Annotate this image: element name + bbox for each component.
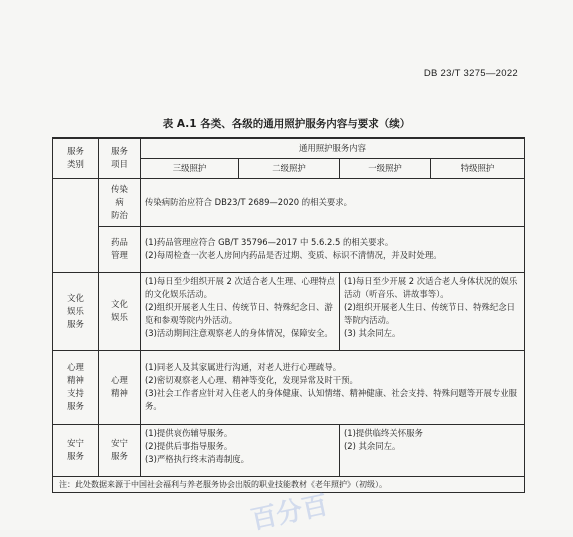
item-peace-cell (99, 424, 141, 476)
item-mental-line-1: 心理 (111, 375, 128, 385)
item-infection-line-2: 病 (115, 196, 124, 207)
category-culture-line-2: 娱乐 (67, 305, 84, 316)
drug-content-line-2: (2)每周检查一次老人房间内药品是否过期、变质、标识不清情况，并及时处理。 (145, 250, 442, 260)
header-category-cell (53, 138, 99, 178)
care-service-table (52, 137, 525, 493)
category-mental-cell (53, 350, 99, 424)
category-peace-cell (53, 424, 99, 476)
item-culture-cell (99, 272, 141, 350)
category-peace-line-1: 安宁 (67, 438, 84, 448)
culture-right-line-2: (2)组织开展老人生日、传统节日、特殊纪念日等院内活动。 (344, 301, 515, 325)
watermark: 百分百 (248, 490, 331, 536)
category-mental-line-3: 支持 (67, 388, 84, 398)
category-culture-line-1: 文化 (67, 292, 84, 303)
mental-content-line-2: (2)密切观察老人心理、精神等变化，发现异常及时干预。 (145, 375, 358, 385)
mental-content-line-1: (1)同老人及其家属进行沟通，对老人进行心理疏导。 (145, 362, 342, 372)
table-title: 表 A.1 各类、各级的通用照护服务内容与要求（续） (162, 118, 411, 130)
header-item-line-1: 服务 (111, 146, 128, 157)
infection-content-line: 传染病防治应符合 DB23/T 2689—2020 的相关要求。 (145, 196, 353, 207)
culture-left-line-3: (3)活动期间注意观察老人的身体情况，保障安全。 (145, 327, 333, 338)
peace-content-right (340, 424, 525, 476)
item-drug-cell (99, 226, 141, 272)
header-level-2: 二级照护 (239, 158, 340, 178)
item-infection-line-3: 防治 (111, 209, 128, 220)
category-cell-blank (53, 178, 99, 272)
peace-left-line-2: (2)提供后事指导服务。 (145, 440, 233, 451)
peace-right-line-2: (2) 其余同左。 (344, 440, 401, 451)
category-culture-line-3: 服务 (67, 318, 84, 329)
item-mental-line-2: 精神 (111, 388, 128, 398)
culture-content-right (340, 272, 525, 350)
category-mental-line-2: 精神 (67, 375, 84, 385)
item-mental-cell (99, 350, 141, 424)
culture-left-line-1: (1)每日至少组织开展 2 次适合老人生理、心理特点的文化娱乐活动。 (145, 275, 336, 299)
category-mental-line-4: 服务 (67, 401, 84, 411)
culture-right-line-3: (3) 其余同左。 (344, 327, 401, 338)
header-category-line-1: 服务 (67, 146, 84, 157)
header-level-1: 一级照护 (340, 158, 431, 178)
mental-content-line-3: (3)社会工作者应针对入住老人的身体健康、认知情绪、精神健康、社会支持、特殊问题等开展专业服务。 (145, 388, 517, 411)
category-mental-line-1: 心理 (67, 362, 84, 372)
header-level-3: 三级照护 (141, 158, 239, 178)
culture-right-line-1: (1)每日至少开展 2 次适合老人身体状况的娱乐活动（听音乐、讲故事等）。 (344, 275, 518, 299)
item-drug-line-2: 管理 (111, 250, 128, 260)
culture-content-left (141, 272, 340, 350)
item-infection-line-1: 传染 (111, 183, 128, 194)
peace-right-line-1: (1)提供临终关怀服务 (344, 427, 423, 438)
table-note: 注：此处数据来源于中国社会福利与养老服务协会出版的职业技能教材《老年照护》（初级）。 (53, 476, 525, 492)
category-culture-cell (53, 272, 99, 350)
drug-content-line-1: (1)药品管理应符合 GB/T 35796—2017 中 5.6.2.5 的相关要求。 (145, 237, 394, 247)
peace-content-left (141, 424, 340, 476)
standard-code: DB 23/T 3275—2022 (423, 68, 518, 79)
header-item-cell (99, 138, 141, 178)
infection-content-cell (141, 178, 525, 226)
item-culture-line-1: 文化 (111, 299, 128, 309)
culture-left-line-2: (2)组织开展老人生日、传统节日、特殊纪念日、游览和参观等院内外活动。 (145, 301, 333, 325)
header-general-content: 通用照护服务内容 (141, 138, 525, 158)
item-culture-line-2: 娱乐 (111, 312, 128, 322)
header-level-special: 特级照护 (431, 158, 525, 178)
item-drug-line-1: 药品 (111, 237, 128, 247)
item-peace-line-2: 服务 (111, 451, 128, 461)
item-infection-cell (99, 178, 141, 226)
header-category-line-2: 类别 (67, 159, 84, 170)
header-item-line-2: 项目 (111, 159, 128, 170)
mental-content-cell (141, 350, 525, 424)
item-peace-line-1: 安宁 (111, 438, 128, 448)
drug-content-cell (141, 226, 525, 272)
peace-left-line-1: (1)提供哀伤辅导服务。 (145, 427, 233, 438)
peace-left-line-3: (3)严格执行终末消毒制度。 (145, 453, 249, 464)
category-peace-line-2: 服务 (67, 451, 84, 461)
